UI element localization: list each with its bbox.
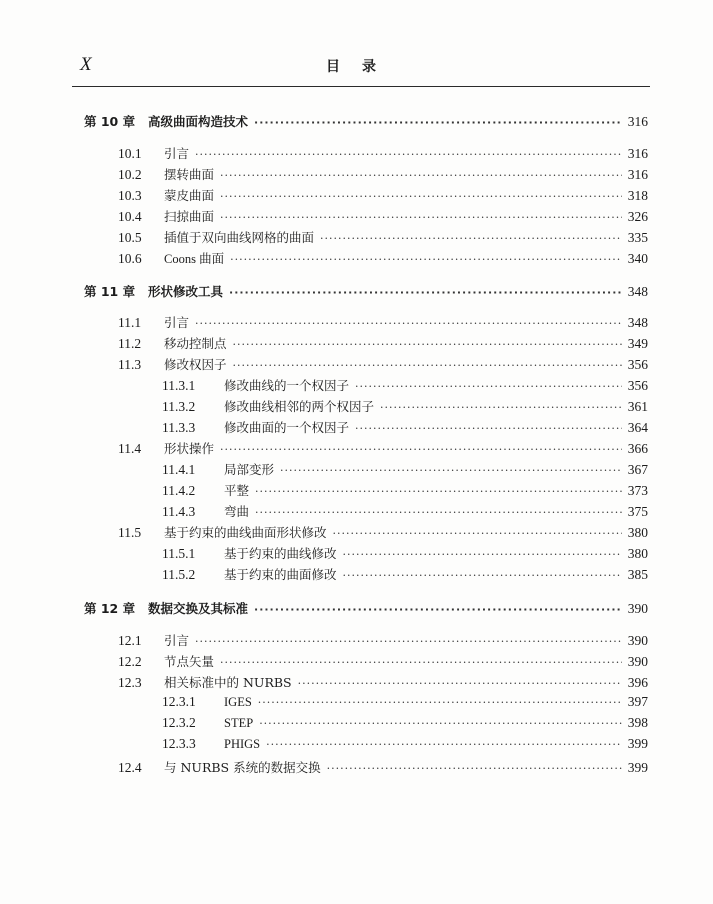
toc-entry-page: 340 — [627, 251, 648, 266]
toc-entry — [118, 144, 648, 162]
toc-entry-number: 11.5.2 — [162, 567, 196, 582]
toc-entry-page: 396 — [627, 675, 648, 690]
toc-chapter-entry — [84, 112, 648, 130]
toc-entry-number: 10.6 — [118, 251, 142, 266]
toc-entry — [118, 313, 648, 331]
dot-leader — [220, 169, 622, 182]
toc-entry-title: PHIGS — [224, 737, 261, 751]
toc-entry-page: 398 — [627, 715, 648, 730]
toc-entry-page: 397 — [627, 694, 648, 709]
toc-entry-page: 316 — [627, 146, 648, 161]
roman-page-number: X — [80, 54, 92, 75]
toc-entry-number: 11.1 — [118, 315, 142, 330]
toc-entry-number: 11.5.1 — [162, 546, 196, 561]
dot-leader — [259, 717, 622, 730]
toc-entry-number: 第 10 章 — [84, 114, 136, 129]
toc-entry — [118, 758, 648, 776]
toc-entry — [118, 631, 648, 649]
toc-chapter-entry — [84, 282, 648, 300]
toc-entry — [162, 418, 648, 436]
toc-entry-title: 摆转曲面 — [164, 167, 215, 182]
toc-entry-page: 335 — [627, 230, 648, 245]
toc-entry-number: 11.5 — [118, 525, 142, 540]
toc-entry-number: 11.4.3 — [162, 504, 196, 519]
toc-entry-title: 与 NURBS 系统的数据交换 — [164, 760, 321, 775]
dot-leader — [255, 485, 622, 498]
toc-entry — [118, 249, 648, 267]
toc-entry-title: 插值于双向曲线网格的曲面 — [164, 230, 315, 245]
toc-entry-page: 316 — [627, 167, 648, 182]
dot-leader — [220, 656, 622, 669]
toc-entry-title: 基于约束的曲线修改 — [224, 546, 337, 561]
dot-leader — [355, 380, 622, 393]
toc-entry-number: 12.3.1 — [162, 694, 196, 709]
toc-entry-page: 375 — [627, 504, 648, 519]
toc-entry-page: 348 — [627, 284, 648, 299]
toc-entry-number: 10.3 — [118, 188, 142, 203]
toc-entry-title: 弯曲 — [224, 504, 250, 519]
toc-entry-page: 399 — [627, 736, 648, 751]
toc-entry-number: 11.4.1 — [162, 462, 196, 477]
toc-entry-title: 扫掠曲面 — [164, 209, 215, 224]
dot-leader — [320, 232, 622, 245]
toc-entry-page: 373 — [627, 483, 648, 498]
toc-entry-page: 326 — [627, 209, 648, 224]
toc-entry-title: IGES — [224, 695, 252, 709]
toc-entry-number: 12.3.2 — [162, 715, 196, 730]
toc-entry — [162, 376, 648, 394]
dot-leader — [266, 738, 622, 751]
toc-entry-title: 引言 — [164, 146, 190, 161]
dot-leader — [280, 464, 622, 477]
dot-leader — [343, 548, 622, 561]
toc-entry-title: 局部变形 — [224, 462, 275, 477]
dot-leader — [380, 401, 622, 414]
dot-leader — [355, 422, 622, 435]
dot-leader — [195, 148, 622, 161]
dot-leader — [333, 527, 622, 540]
toc-entry-title: 数据交换及其标准 — [148, 601, 249, 616]
dot-leader — [258, 696, 622, 709]
toc-entry-title: 修改权因子 — [164, 357, 227, 372]
toc-entry-title: 修改曲线相邻的两个权因子 — [224, 399, 375, 414]
toc-entry-page: 356 — [627, 357, 648, 372]
toc-entry — [162, 502, 648, 520]
toc-entry — [118, 186, 648, 204]
toc-chapter-entry — [84, 599, 648, 617]
toc-entry-page: 361 — [627, 399, 648, 414]
toc-entry-number: 11.4 — [118, 441, 142, 456]
toc-entry — [162, 694, 648, 710]
toc-entry-title: 形状操作 — [164, 441, 215, 456]
dot-leader — [220, 211, 622, 224]
toc-entry-number: 11.3.3 — [162, 420, 196, 435]
toc-entry-title: 引言 — [164, 633, 190, 648]
toc-entry — [162, 736, 648, 752]
toc-entry-page: 316 — [627, 114, 648, 129]
toc-entry-number: 10.1 — [118, 146, 142, 161]
toc-entry-number: 12.2 — [118, 654, 142, 669]
dot-leader — [327, 762, 622, 775]
dot-leader — [254, 603, 622, 616]
toc-entry-number: 11.3.1 — [162, 378, 196, 393]
toc-entry-number: 第 12 章 — [84, 601, 136, 616]
toc-entry-title: Coons 曲面 — [164, 252, 225, 266]
toc-entry-number: 11.4.2 — [162, 483, 196, 498]
toc-entry — [118, 228, 648, 246]
toc-entry-number: 10.4 — [118, 209, 142, 224]
dot-leader — [343, 569, 622, 582]
toc-entry-page: 390 — [627, 601, 648, 616]
toc-entry-number: 11.3.2 — [162, 399, 196, 414]
dot-leader — [233, 359, 622, 372]
dot-leader — [254, 116, 622, 129]
toc-entry-page: 380 — [627, 546, 648, 561]
dot-leader — [220, 443, 622, 456]
toc-entry-title: 节点矢量 — [164, 654, 215, 669]
dot-leader — [255, 506, 622, 519]
page-title: 目录 — [326, 59, 398, 75]
toc-entry-page: 348 — [627, 315, 648, 330]
toc-entry-page: 356 — [627, 378, 648, 393]
toc-entry-page: 399 — [627, 760, 648, 775]
toc-entry-number: 12.1 — [118, 633, 142, 648]
dot-leader — [230, 253, 622, 266]
toc-entry-page: 366 — [627, 441, 648, 456]
dot-leader — [233, 338, 622, 351]
toc-entry-title: 高级曲面构造技术 — [148, 114, 249, 129]
toc-entry-number: 12.3 — [118, 675, 142, 690]
toc-entry-title: 相关标准中的 NURBS — [164, 675, 292, 690]
toc-entry — [118, 673, 648, 691]
toc-entry-page: 390 — [627, 654, 648, 669]
toc-entry-title: 引言 — [164, 315, 190, 330]
toc-entry — [162, 544, 648, 562]
dot-leader — [220, 190, 622, 203]
toc-entry-page: 385 — [627, 567, 648, 582]
toc-entry-page: 367 — [627, 462, 648, 477]
toc-entry — [162, 460, 648, 478]
toc-entry — [118, 652, 648, 670]
toc-entry-title: 修改曲线的一个权因子 — [224, 378, 350, 393]
toc-entry-number: 11.2 — [118, 336, 142, 351]
dot-leader — [195, 635, 622, 648]
toc-entry-page: 318 — [627, 188, 648, 203]
toc-entry — [118, 355, 648, 373]
toc-entry-number: 10.2 — [118, 167, 142, 182]
toc-entry-number: 10.5 — [118, 230, 142, 245]
toc-entry-page: 349 — [627, 336, 648, 351]
toc-entry-number: 11.3 — [118, 357, 142, 372]
toc-entry — [162, 481, 648, 499]
toc-entry — [118, 439, 648, 457]
toc-entry — [162, 397, 648, 415]
toc-entry — [162, 565, 648, 583]
toc-entry-page: 380 — [627, 525, 648, 540]
toc-entry — [118, 207, 648, 225]
toc-entry-title: 基于约束的曲面修改 — [224, 567, 337, 582]
toc-entry-page: 364 — [627, 420, 648, 435]
toc-entry-title: 平整 — [224, 483, 250, 498]
toc-entry-number: 12.4 — [118, 760, 142, 775]
toc-entry — [162, 715, 648, 731]
dot-leader — [195, 317, 622, 330]
toc-entry-title: 移动控制点 — [164, 336, 227, 351]
toc-entry — [118, 165, 648, 183]
toc-entry-title: 蒙皮曲面 — [164, 188, 215, 203]
toc-entry-title: 修改曲面的一个权因子 — [224, 420, 350, 435]
toc-entry — [118, 334, 648, 352]
toc-entry-title: 基于约束的曲线曲面形状修改 — [164, 525, 327, 540]
toc-entry — [118, 523, 648, 541]
toc-entry-page: 390 — [627, 633, 648, 648]
dot-leader — [229, 286, 622, 299]
toc-entry-number: 第 11 章 — [84, 284, 136, 299]
toc-entry-number: 12.3.3 — [162, 736, 196, 751]
toc-entry-title: 形状修改工具 — [148, 284, 224, 299]
dot-leader — [298, 677, 622, 690]
toc-entry-title: STEP — [224, 716, 254, 730]
